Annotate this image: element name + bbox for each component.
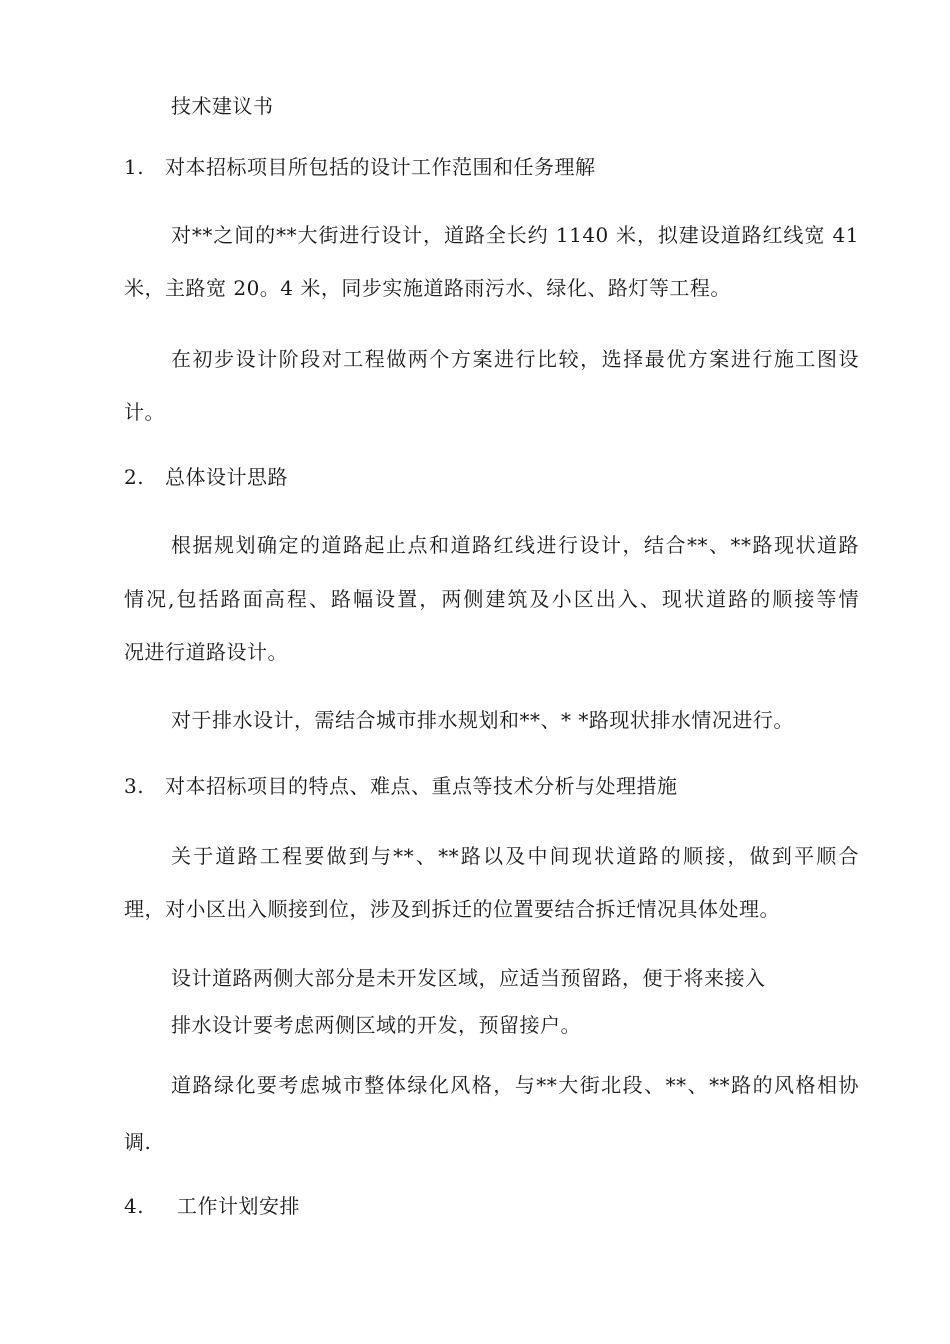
paragraph-line: 米，主路宽 20。4 米，同步实施道路雨污水、绿化、路灯等工程。 [124,276,731,300]
section-heading-4 [124,1192,300,1220]
section-heading-text: 工作计划安排 [176,1194,300,1218]
paragraph-line: 根据规划确定的道路起止点和道路红线进行设计，结合**、**路现状道路 [171,533,859,557]
section-heading-number: 4. [124,1194,145,1218]
paragraph-line: 对于排水设计，需结合城市排水规划和**、* *路现状排水情况进行。 [171,708,794,732]
section-heading-text: 总体设计思路 [164,465,288,489]
section-heading-number: 3. [124,774,145,798]
paragraph-line: 调. [124,1130,152,1154]
paragraph-line: 道路绿化要考虑城市整体绿化风格，与**大街北段、**、**路的风格相协 [171,1073,859,1097]
section-heading-text: 对本招标项目的特点、难点、重点等技术分析与处理措施 [164,774,678,798]
section-heading-3 [124,772,677,800]
paragraph-line: 况进行道路设计。 [124,640,288,664]
paragraph-line: 理，对小区出入顺接到位，涉及到拆迁的位置要结合拆迁情况具体处理。 [124,897,780,921]
section-heading-number: 1. [124,155,145,179]
section-heading-number: 2. [124,465,145,489]
paragraph-line: 设计道路两侧大部分是未开发区域，应适当预留路，便于将来接入 [171,966,766,990]
section-heading-text: 对本招标项目所包括的设计工作范围和任务理解 [164,155,596,179]
document-title: 技术建议书 [171,94,274,118]
section-heading-2 [124,463,288,491]
paragraph-line: 在初步设计阶段对工程做两个方案进行比较，选择最优方案进行施工图设 [171,347,859,371]
paragraph-line: 情况,包括路面高程、路幅设置，两侧建筑及小区出入、现状道路的顺接等情 [124,587,859,611]
paragraph-line: 关于道路工程要做到与**、**路以及中间现状道路的顺接，做到平顺合 [171,844,859,868]
paragraph-line: 排水设计要考虑两侧区域的开发，预留接户。 [171,1013,581,1037]
paragraph-line: 计。 [124,400,165,424]
section-heading-1 [124,153,595,181]
paragraph-line: 对**之间的**大街进行设计，道路全长约 1140 米，拟建设道路红线宽 41 [171,223,859,247]
